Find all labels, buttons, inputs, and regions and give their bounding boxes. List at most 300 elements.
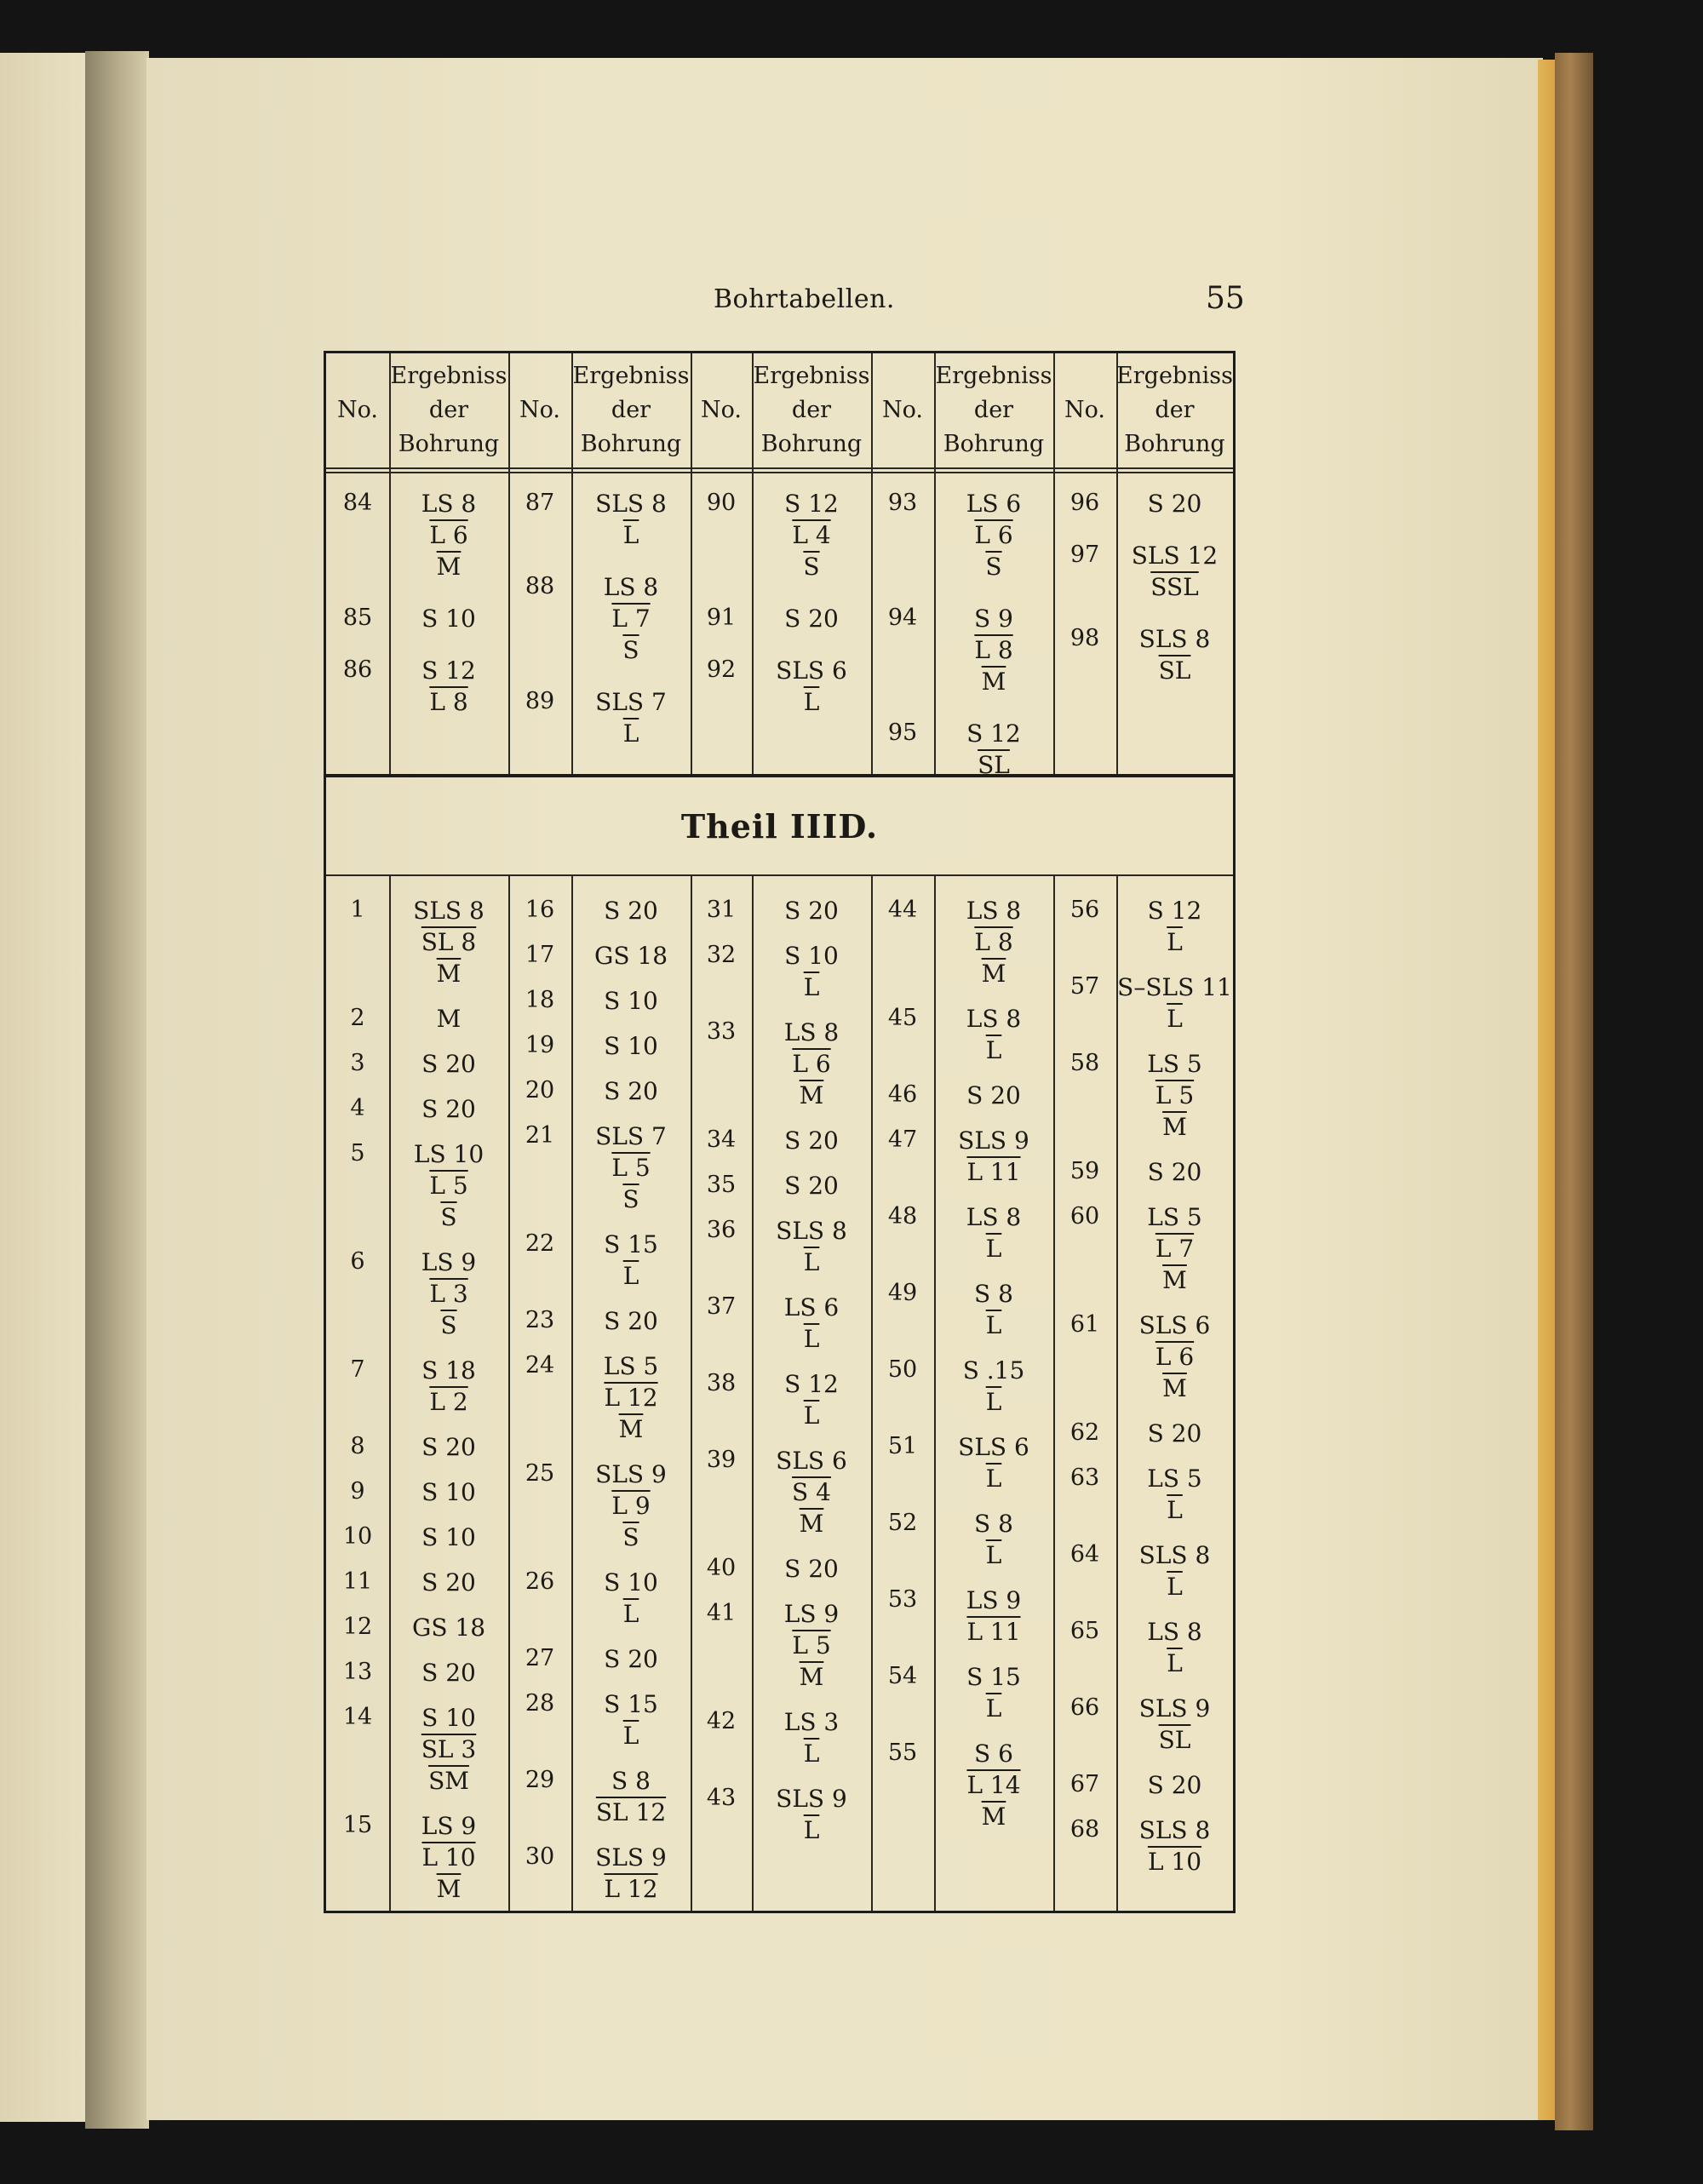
boring-number: 20	[525, 1077, 555, 1103]
boring-number: 4	[350, 1095, 365, 1121]
boring-number: 96	[1069, 490, 1100, 516]
header-number	[326, 353, 389, 467]
boring-number: 5	[350, 1140, 365, 1167]
boring-result	[571, 571, 691, 666]
result-line: $\overline{L}$	[1167, 1496, 1183, 1524]
boring-result	[389, 1003, 508, 1035]
result-line: $\overline{L}$	[985, 1235, 1002, 1263]
boring-result	[389, 1476, 508, 1508]
boring-result	[389, 1048, 508, 1080]
boring-result	[752, 1368, 871, 1431]
boring-number: 44	[887, 897, 918, 923]
result-line: S 20	[604, 1645, 658, 1673]
boring-number: 6	[350, 1248, 365, 1275]
result-line: $\overline{L}$	[803, 973, 820, 1001]
running-head: Bohrtabellen.	[714, 284, 895, 314]
result-line: S 10	[784, 942, 839, 970]
result-line: $\overline{M}$	[981, 1803, 1006, 1831]
boring-result	[934, 1201, 1053, 1264]
boring-result	[752, 1017, 871, 1111]
boring-number: 24	[525, 1352, 555, 1379]
result-line: S 20	[1147, 1158, 1202, 1186]
result-line: S 20	[421, 1659, 476, 1687]
result-line: $\overline{SL}$	[1158, 1726, 1191, 1754]
boring-number: 63	[1069, 1465, 1100, 1491]
boring-result	[389, 895, 508, 989]
result-line: $\overline{L}$	[985, 1036, 1002, 1064]
result-line: LS 9	[783, 1600, 840, 1628]
boring-table-theil-iiid	[324, 775, 1236, 1913]
boring-number: 87	[525, 490, 555, 516]
result-line: $\overline{M}$	[436, 960, 462, 988]
result-line: $\overline{M}$	[1162, 1113, 1187, 1141]
boring-result	[571, 1350, 691, 1445]
result-line: LS 8	[421, 490, 477, 518]
boring-result	[571, 1567, 691, 1630]
boring-result	[1116, 1463, 1233, 1526]
result-line: L 12	[604, 1384, 658, 1412]
result-line: $\overline{L}$	[985, 1388, 1002, 1416]
result-line: S 20	[1147, 490, 1202, 518]
boring-number: 48	[887, 1203, 918, 1230]
result-line: SLS 8	[1138, 625, 1211, 653]
boring-number: 11	[342, 1568, 373, 1595]
boring-number: 66	[1069, 1694, 1100, 1721]
boring-number: 59	[1069, 1158, 1100, 1184]
result-line: $\overline{S}$	[985, 553, 1002, 581]
boring-number: 58	[1069, 1050, 1100, 1076]
boring-number: 42	[706, 1708, 737, 1734]
result-line: $\overline{S}$	[440, 1203, 457, 1231]
boring-result	[389, 1431, 508, 1463]
boring-result	[934, 1585, 1053, 1648]
boring-number: 97	[1069, 542, 1100, 568]
boring-result	[571, 940, 691, 972]
boring-result	[934, 718, 1053, 781]
boring-number: 34	[706, 1126, 737, 1153]
boring-number: 31	[706, 897, 737, 923]
boring-result	[752, 1553, 871, 1585]
result-line: SL 3	[421, 1735, 477, 1763]
result-line: L 4	[792, 521, 831, 549]
result-line: LS 5	[603, 1352, 659, 1380]
boring-result	[1116, 1814, 1233, 1877]
result-line: LS 8	[1147, 1618, 1202, 1646]
boring-result	[934, 603, 1053, 697]
result-line: $\overline{L}$	[985, 1311, 1002, 1339]
result-line: $\overline{L}$	[985, 1694, 1002, 1723]
result-line: L 5	[429, 1172, 468, 1200]
result-line: S 18	[421, 1356, 476, 1384]
boring-number: 62	[1069, 1419, 1100, 1446]
boring-number: 90	[706, 490, 737, 516]
result-line: S 12	[784, 490, 839, 518]
boring-number: 89	[525, 688, 555, 714]
result-line: S 20	[1147, 1419, 1202, 1447]
boring-number: 9	[350, 1478, 365, 1505]
result-line: S 20	[604, 897, 658, 925]
result-line: LS 3	[783, 1708, 840, 1736]
header-number-label: No.	[882, 397, 923, 423]
boring-result	[752, 655, 871, 718]
boring-result	[1116, 895, 1233, 958]
boring-result	[389, 488, 508, 582]
result-line: L 14	[966, 1771, 1021, 1799]
result-line: SLS 8	[1138, 1541, 1211, 1569]
boring-number: 29	[525, 1767, 555, 1793]
boring-result	[934, 1431, 1053, 1494]
result-line: $\overline{M}$	[436, 553, 462, 581]
result-line: S 20	[784, 897, 839, 925]
boring-number: 84	[342, 490, 373, 516]
result-line: L 6	[1155, 1343, 1195, 1371]
result-line: S .15	[962, 1356, 1025, 1384]
boring-result	[389, 1355, 508, 1418]
boring-number: 88	[525, 573, 555, 599]
header-result-label: Bohrung	[943, 431, 1045, 457]
result-line: S 8	[611, 1767, 651, 1795]
boring-result	[752, 895, 871, 926]
result-line: $\overline{L}$	[985, 1541, 1002, 1569]
result-line: L 11	[966, 1618, 1021, 1646]
result-line: LS 8	[783, 1018, 840, 1046]
result-line: $\overline{S}$	[803, 553, 820, 581]
result-line: $\overline{L}$	[1167, 1649, 1183, 1677]
result-line: S 20	[784, 1172, 839, 1200]
result-line: S 10	[421, 605, 476, 633]
result-line: S 10	[604, 1568, 658, 1596]
result-line: $\overline{SM}$	[428, 1767, 469, 1795]
boring-result	[752, 1125, 871, 1156]
boring-result	[752, 603, 871, 634]
boring-result	[571, 1765, 691, 1828]
boring-result	[1116, 972, 1233, 1035]
boring-result	[1116, 1048, 1233, 1143]
header-result	[1116, 353, 1233, 467]
section-divider	[326, 874, 1233, 876]
boring-number: 47	[887, 1126, 918, 1153]
result-line: LS 8	[603, 573, 659, 601]
boring-number: 32	[706, 942, 737, 968]
header-result	[571, 353, 691, 467]
boring-result	[389, 1138, 508, 1233]
header-result-label: Bohrung	[398, 431, 500, 457]
boring-number: 52	[887, 1510, 918, 1536]
boring-result	[389, 1612, 508, 1643]
result-line: SLS 9	[776, 1785, 847, 1813]
book-cover-edge	[1555, 53, 1593, 2130]
result-line: $\overline{L}$	[622, 1262, 639, 1290]
result-line: L 10	[421, 1843, 476, 1872]
boring-number: 10	[342, 1523, 373, 1550]
result-line: LS 5	[1147, 1203, 1202, 1231]
result-line: SLS 6	[776, 1447, 847, 1475]
boring-result	[752, 1215, 871, 1278]
boring-number: 51	[887, 1433, 918, 1459]
result-line: $\overline{S}$	[440, 1311, 457, 1339]
result-line: $\overline{L}$	[803, 1740, 820, 1768]
boring-result	[571, 1842, 691, 1905]
header-number	[1053, 353, 1116, 467]
boring-number: 85	[342, 605, 373, 631]
result-line: $\overline{M}$	[799, 1081, 824, 1109]
result-line: $\overline{L}$	[803, 1248, 820, 1276]
boring-number: 56	[1069, 897, 1100, 923]
boring-table-upper	[324, 351, 1236, 777]
result-line: S 12	[1147, 897, 1202, 925]
boring-number: 65	[1069, 1618, 1100, 1644]
page-edge	[1538, 60, 1557, 2120]
boring-result	[752, 1598, 871, 1693]
boring-result	[389, 1093, 508, 1125]
result-line: $\overline{M}$	[1162, 1266, 1187, 1294]
result-line: LS 9	[966, 1586, 1022, 1614]
result-line: SLS 8	[413, 897, 485, 925]
result-line: GS 18	[593, 942, 668, 970]
boring-number: 13	[342, 1659, 373, 1685]
result-line: $\overline{L}$	[622, 1600, 639, 1628]
result-line: $\overline{L}$	[803, 1325, 820, 1353]
boring-number: 93	[887, 490, 918, 516]
result-line: GS 18	[411, 1614, 486, 1642]
result-line: L 7	[1155, 1235, 1195, 1263]
result-line: L 8	[429, 688, 468, 716]
result-line: $\overline{L}$	[622, 719, 639, 748]
boring-result	[389, 1522, 508, 1553]
header-result-label: der	[611, 397, 651, 423]
header-result-label: der	[791, 397, 832, 423]
header-result-label: Ergebniss	[1116, 363, 1233, 389]
result-line: S 20	[784, 1126, 839, 1155]
result-line: LS 6	[966, 490, 1022, 518]
boring-number: 68	[1069, 1816, 1100, 1843]
boring-number: 3	[350, 1050, 365, 1076]
header-number-label: No.	[519, 397, 560, 423]
boring-result	[1116, 623, 1233, 686]
header-result	[389, 353, 508, 467]
result-line: SLS 6	[958, 1433, 1029, 1461]
result-line: SLS 8	[776, 1217, 847, 1245]
result-line: SL 8	[421, 928, 477, 956]
boring-result	[571, 895, 691, 926]
header-result-label: Bohrung	[760, 431, 863, 457]
result-line: S 20	[421, 1433, 476, 1461]
header-result	[934, 353, 1053, 467]
result-line: S 9	[974, 605, 1013, 633]
boring-result	[571, 1688, 691, 1751]
result-line: LS 5	[1147, 1465, 1202, 1493]
result-line: $\overline{M}$	[799, 1510, 824, 1538]
result-line: $\overline{M}$	[618, 1415, 644, 1443]
boring-number: 35	[706, 1172, 737, 1198]
result-line: L 8	[974, 928, 1013, 956]
header-divider	[326, 467, 1233, 473]
boring-result	[934, 1661, 1053, 1724]
result-line: L 6	[792, 1050, 831, 1078]
boring-number: 12	[342, 1614, 373, 1640]
boring-result	[389, 1702, 508, 1797]
header-number-label: No.	[337, 397, 378, 423]
boring-number: 27	[525, 1645, 555, 1671]
boring-number: 18	[525, 987, 555, 1013]
result-line: S 10	[604, 1032, 658, 1060]
boring-number: 43	[706, 1785, 737, 1811]
boring-number: 37	[706, 1293, 737, 1320]
boring-number: 64	[1069, 1541, 1100, 1568]
result-line: $\overline{L}$	[803, 1816, 820, 1844]
result-line: S 10	[421, 1704, 476, 1732]
result-line: S 20	[604, 1077, 658, 1105]
result-line: SLS 12	[1131, 542, 1218, 570]
boring-number: 40	[706, 1555, 737, 1581]
result-line: L 10	[1147, 1848, 1202, 1876]
result-line: L 6	[429, 521, 468, 549]
result-line: $\overline{L}$	[1167, 1005, 1183, 1033]
boring-result	[571, 686, 691, 749]
result-line: S 15	[604, 1690, 658, 1718]
result-line: S 10	[604, 987, 658, 1015]
boring-result	[571, 1030, 691, 1062]
header-number	[691, 353, 752, 467]
boring-number: 50	[887, 1356, 918, 1383]
result-line: S 12	[966, 719, 1021, 748]
boring-result	[934, 488, 1053, 582]
result-line: $\overline{L}$	[803, 688, 820, 716]
header-result	[752, 353, 871, 467]
result-line: $\overline{L}$	[803, 1402, 820, 1430]
result-line: LS 5	[1147, 1050, 1202, 1078]
result-line: S 10	[421, 1523, 476, 1551]
result-line: L 12	[604, 1875, 658, 1903]
result-line: LS 8	[966, 1005, 1022, 1033]
boring-number: 28	[525, 1690, 555, 1717]
result-line: $\overline{S}$	[622, 1523, 639, 1551]
result-line: L 5	[611, 1154, 651, 1182]
result-line: S 15	[604, 1230, 658, 1258]
result-line: $\overline{M}$	[799, 1663, 824, 1691]
result-line: M	[436, 1005, 462, 1033]
result-line: S 20	[1147, 1771, 1202, 1799]
result-line: S 12	[421, 656, 476, 685]
boring-number: 46	[887, 1081, 918, 1108]
boring-number: 16	[525, 897, 555, 923]
result-line: LS 10	[413, 1140, 485, 1168]
result-line: $\overline{SSL}$	[1150, 573, 1199, 601]
result-line: SLS 9	[1138, 1694, 1211, 1723]
boring-result	[752, 940, 871, 1003]
boring-result	[1116, 1616, 1233, 1679]
section-title: Theil IIID.	[680, 806, 879, 846]
boring-number: 94	[887, 605, 918, 631]
header-result-label: Bohrung	[1124, 431, 1225, 457]
header-result-label: Bohrung	[580, 431, 682, 457]
result-line: S 15	[966, 1663, 1021, 1691]
boring-result	[389, 1567, 508, 1598]
result-line: SLS 6	[1138, 1311, 1211, 1339]
boring-result	[389, 1247, 508, 1341]
result-line: $\overline{L}$	[622, 521, 639, 549]
boring-number: 30	[525, 1843, 555, 1870]
result-line: SLS 8	[595, 490, 667, 518]
boring-result	[934, 1355, 1053, 1418]
boring-number: 2	[350, 1005, 365, 1031]
result-line: S 20	[784, 1555, 839, 1583]
boring-number: 61	[1069, 1311, 1100, 1338]
result-line: $\overline{SL}$	[1158, 656, 1191, 685]
result-line: S 20	[784, 605, 839, 633]
result-line: $\overline{S}$	[622, 1185, 639, 1213]
boring-result	[389, 1810, 508, 1905]
boring-result	[571, 488, 691, 551]
boring-number: 41	[706, 1600, 737, 1626]
boring-number: 33	[706, 1018, 737, 1045]
result-line: SLS 9	[595, 1460, 667, 1488]
header-result-label: Ergebniss	[935, 363, 1052, 389]
header-number-label: No.	[1064, 397, 1105, 423]
boring-result	[934, 1125, 1053, 1188]
boring-number: 54	[887, 1663, 918, 1689]
result-line: S 20	[421, 1050, 476, 1078]
boring-result	[1116, 1539, 1233, 1602]
result-line: LS 9	[421, 1248, 477, 1276]
header-result-label: Ergebniss	[390, 363, 507, 389]
boring-number: 45	[887, 1005, 918, 1031]
boring-result	[752, 1445, 871, 1539]
result-line: $\overline{M}$	[981, 960, 1006, 988]
result-line: S 4	[792, 1478, 831, 1506]
boring-number: 21	[525, 1122, 555, 1149]
boring-result	[752, 1170, 871, 1201]
boring-result	[571, 1305, 691, 1337]
result-line: L 9	[611, 1492, 651, 1520]
boring-result	[752, 1783, 871, 1846]
boring-number: 98	[1069, 625, 1100, 651]
boring-result	[934, 1508, 1053, 1571]
boring-number: 15	[342, 1812, 373, 1838]
result-line: S–SLS 11	[1117, 973, 1232, 1001]
header-result-label: Ergebniss	[753, 363, 870, 389]
boring-number: 7	[350, 1356, 365, 1383]
boring-result	[571, 985, 691, 1017]
boring-result	[571, 1643, 691, 1675]
result-line: $\overline{L}$	[1167, 928, 1183, 956]
result-line: $\overline{M}$	[436, 1875, 462, 1903]
result-line: SLS 6	[776, 656, 847, 685]
result-line: S 12	[784, 1370, 839, 1398]
boring-result	[389, 655, 508, 718]
boring-number: 26	[525, 1568, 555, 1595]
result-line: L 5	[792, 1631, 831, 1659]
result-line: SL 12	[595, 1798, 667, 1826]
boring-result	[934, 1003, 1053, 1066]
boring-number: 67	[1069, 1771, 1100, 1797]
boring-number: 49	[887, 1280, 918, 1306]
result-line: SLS 7	[595, 688, 667, 716]
boring-result	[934, 895, 1053, 989]
boring-number: 60	[1069, 1203, 1100, 1230]
boring-number: 92	[706, 656, 737, 683]
boring-number: 91	[706, 605, 737, 631]
boring-number: 1	[350, 897, 365, 923]
result-line: L 8	[974, 636, 1013, 664]
result-line: S 20	[421, 1568, 476, 1596]
result-line: $\overline{L}$	[622, 1722, 639, 1750]
boring-number: 22	[525, 1230, 555, 1257]
result-line: $\overline{M}$	[981, 668, 1006, 696]
boring-number: 19	[525, 1032, 555, 1058]
boring-result	[571, 1459, 691, 1553]
boring-result	[1116, 1418, 1233, 1449]
